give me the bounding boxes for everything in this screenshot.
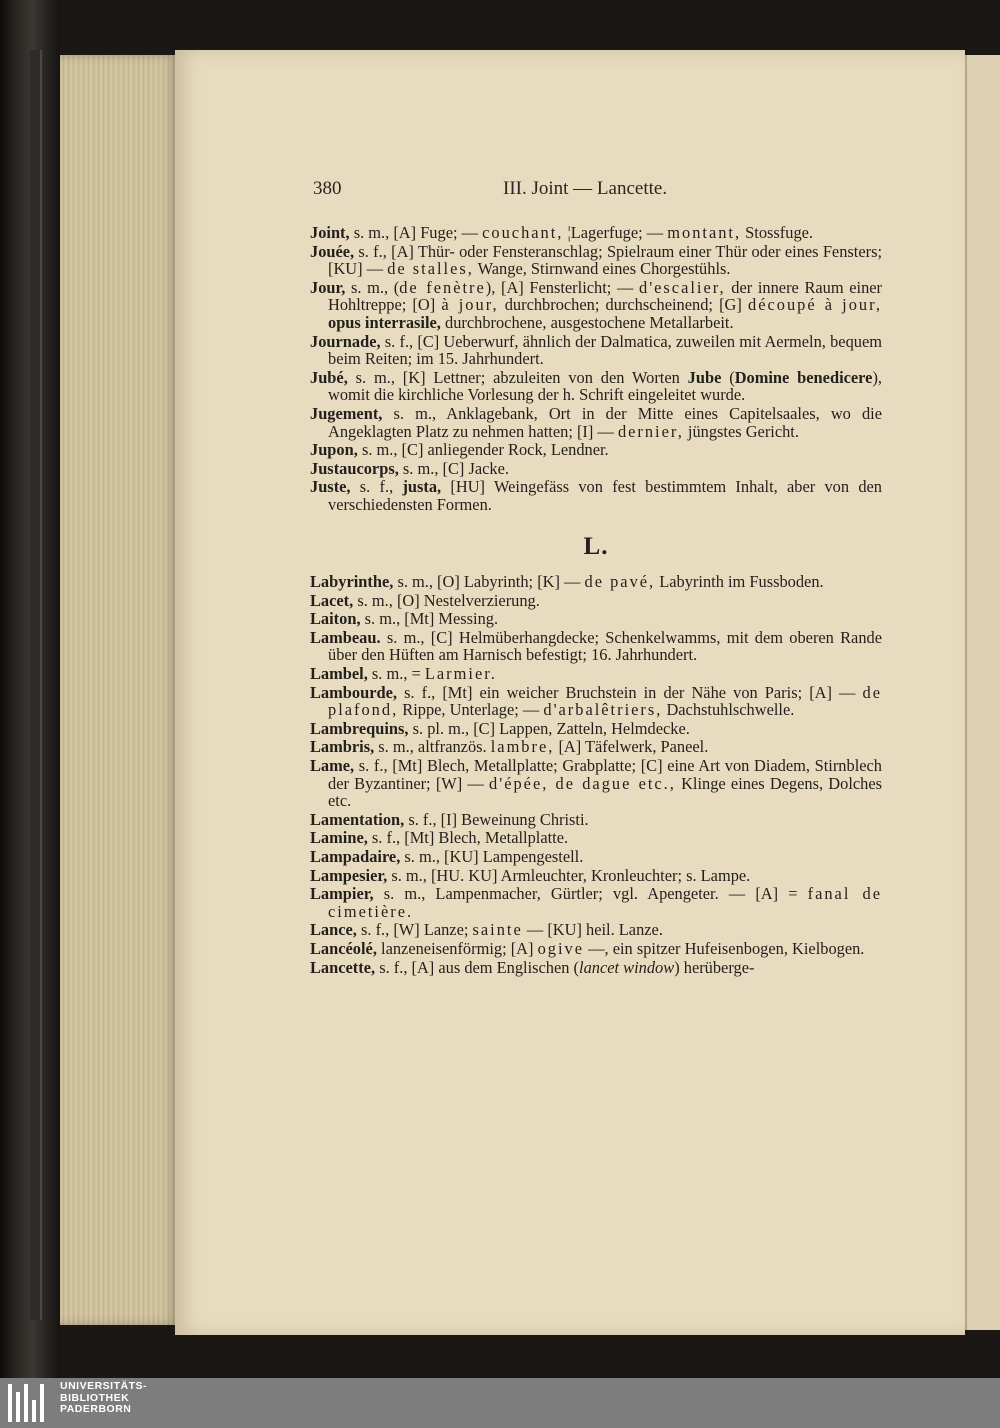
- entry-text: ) herüberge-: [674, 957, 755, 977]
- running-head: III. Joint — Lancette.: [503, 178, 668, 199]
- entry-text: Klinge eines Degens, Dolches etc.: [328, 773, 882, 811]
- entry-text: d'arbalêtriers,: [543, 700, 663, 720]
- entry-text: Domine benedicere: [734, 367, 873, 387]
- dictionary-entry: [310, 757, 882, 810]
- entry-text: d'épée, de dague etc.,: [489, 773, 676, 793]
- dictionary-entry: [310, 369, 882, 404]
- library-name-line1: UNIVERSITÄTS-: [60, 1380, 148, 1392]
- library-name: [60, 1381, 147, 1416]
- entry-text: lanzeneisenförmig; [A]: [376, 938, 538, 958]
- entry-text: s. m., altfranzös.: [374, 737, 491, 757]
- entry-text: de stalles,: [387, 259, 474, 279]
- dictionary-entry: [310, 959, 882, 977]
- entry-text: s. m., [O] Labyrinth; [K] —: [393, 572, 585, 592]
- entry-text: fanal de cimetière.: [328, 884, 882, 921]
- dictionary-entry: [310, 811, 882, 829]
- entry-text: Labyrinth im Fussboden.: [655, 572, 824, 592]
- dictionary-entry: [310, 333, 882, 368]
- entry-text: s. f., [W] Lanze;: [356, 920, 473, 940]
- facing-page-edge: [965, 55, 1000, 1330]
- entry-headword: Jour,: [310, 277, 346, 297]
- entry-headword: Lance,: [310, 920, 357, 940]
- entries-l: [310, 573, 882, 976]
- entry-text: s. m., [O] Nestelverzierung.: [353, 590, 540, 610]
- entry-headword: Lambris,: [310, 737, 375, 757]
- entry-text: s. m., =: [367, 664, 425, 684]
- entry-text: de plafond,: [328, 682, 882, 720]
- entry-text: jüngstes Gericht.: [683, 421, 799, 441]
- dictionary-entry: [310, 441, 882, 459]
- entry-headword: Lancette,: [310, 957, 376, 977]
- entry-headword: Joint,: [310, 223, 350, 242]
- entry-text: à jour,: [441, 295, 499, 315]
- entry-text: montant,: [667, 223, 742, 242]
- entry-text: Wange, Stirnwand eines Chorgestühls.: [473, 259, 731, 279]
- dictionary-entry: [310, 665, 882, 683]
- entry-headword: Lancéolé,: [310, 938, 377, 958]
- entry-text: lambre,: [490, 737, 555, 757]
- entry-headword: Lampier,: [310, 884, 374, 904]
- dictionary-entry: [310, 684, 882, 719]
- entry-text: [A] Täfelwerk, Paneel.: [554, 737, 709, 757]
- entry-text: Dachstuhlschwelle.: [662, 700, 795, 720]
- entry-text: s. pl. m., [C] Lappen, Zatteln, Helmdecke.: [408, 718, 690, 738]
- entry-headword: Justaucorps,: [310, 458, 399, 478]
- entry-text: Rippe, Unterlage; —: [398, 700, 544, 720]
- entry-text: s. m., [HU. KU] Armleuchter, Kronleuchter; s. Lampe.: [387, 865, 751, 885]
- entry-text: s. f., [A] aus dem Englischen (: [375, 957, 580, 977]
- entry-text: durchbrochene, ausgestochene Metallarbeit.: [440, 312, 734, 332]
- page-number: 380: [313, 178, 342, 199]
- entry-text: s. f., [A] Thür- oder Fensteranschlag; Spielraum einer Thür oder eines Fensters; [KU] —: [328, 241, 882, 279]
- entry-text: s. f., [Mt] Blech, Metallplatte; Grabplatte; [C] eine Art von Diadem, Stirnblech der Byzantiner; [W] —: [328, 756, 882, 793]
- entry-text: ), womit die kirchliche Vorlesung der h. Schrift eingeleitet wurde.: [328, 367, 882, 405]
- entry-text: (: [721, 367, 735, 387]
- dictionary-entry: [310, 279, 882, 332]
- entry-text: s. f., [I] Beweinung Christi.: [404, 809, 589, 829]
- entry-headword: Labyrinthe,: [310, 572, 394, 592]
- entry-text: justa,: [402, 477, 442, 497]
- entry-text: s. f., [Mt] Blech, Metallplatte.: [367, 828, 569, 848]
- entry-headword: Lampesier,: [310, 865, 388, 885]
- entry-text: ogive: [537, 938, 585, 958]
- entry-text: s. m., [C] anliegender Rock, Lendner.: [357, 440, 609, 460]
- entry-headword: Jupon,: [310, 440, 358, 460]
- entry-text: s. m., [Mt] Messing.: [360, 609, 499, 629]
- entry-text: s. m., Lampenmacher, Gürtler; vgl. Apengeter. — [A] =: [373, 884, 808, 904]
- entry-text: ¦Lagerfuge; —: [563, 223, 668, 242]
- dictionary-entry: [310, 592, 882, 610]
- entry-text: sainte: [472, 920, 523, 940]
- entry-text: s. m., (: [345, 277, 400, 297]
- dictionary-text: [310, 224, 882, 977]
- section-letter: L.: [583, 532, 609, 560]
- library-name-line3: PADERBORN: [60, 1403, 132, 1415]
- entry-text: der innere Raum einer Hohltreppe; [O]: [328, 277, 882, 315]
- entry-text: s. m., [C] Helmüberhangdecke; Schenkelwamms, mit dem oberen Rande über den Hüften am Harnisch befestigt; 16. Jahrhundert.: [328, 627, 882, 665]
- entry-text: couchant,: [482, 223, 564, 242]
- entry-headword: Lambourde,: [310, 682, 397, 702]
- entry-text: s. m., [K] Lettner; abzuleiten von den Worten: [347, 367, 688, 387]
- entry-text: —, ein spitzer Hufeisenbogen, Kielbogen.: [584, 938, 865, 958]
- dictionary-entry: [310, 629, 882, 664]
- entry-text: d'escalier,: [639, 277, 726, 297]
- dictionary-entry: [310, 224, 882, 242]
- library-name-line2: BIBLIOTHEK: [60, 1391, 130, 1404]
- dictionary-entry: [310, 610, 882, 628]
- dictionary-entry: [310, 573, 882, 591]
- book-spine-edge: [30, 50, 42, 1320]
- footer-bar: [0, 1378, 1000, 1428]
- dictionary-entry: [310, 921, 882, 939]
- entry-text: Larmier.: [424, 664, 497, 684]
- entry-text: s. m., [KU] Lampengestell.: [400, 847, 584, 866]
- entry-text: lancet window: [579, 957, 675, 977]
- entry-text: de fenètre: [399, 277, 486, 297]
- entry-headword: Journade,: [310, 331, 381, 351]
- entry-text: s. f.,: [350, 477, 403, 497]
- entries-j: [310, 224, 882, 514]
- entry-headword: Lamentation,: [310, 809, 405, 829]
- dictionary-entry: [310, 867, 882, 885]
- entry-headword: Lamine,: [310, 828, 368, 848]
- entry-headword: Lacet,: [310, 590, 354, 610]
- entry-text: s. m., [C] Jacke.: [398, 458, 509, 478]
- dictionary-entry: [310, 940, 882, 958]
- entry-headword: Lampadaire,: [310, 847, 401, 866]
- entry-text: Jube: [687, 367, 722, 387]
- entry-headword: Juste,: [310, 477, 351, 497]
- entry-text: dernier,: [617, 421, 684, 441]
- dictionary-entry: [310, 829, 882, 847]
- dictionary-entry: [310, 738, 882, 756]
- entry-headword: Laiton,: [310, 609, 361, 629]
- entry-headword: Jouée,: [310, 241, 355, 261]
- entry-text: de pavé,: [584, 572, 656, 592]
- dictionary-entry: [310, 885, 882, 920]
- library-logo-icon: [8, 1384, 52, 1422]
- entry-headword: Jugement,: [310, 403, 383, 423]
- entry-headword: Lambeau.: [310, 627, 381, 647]
- dictionary-entry: [310, 460, 882, 478]
- entry-text: — [KU] heil. Lanze.: [522, 920, 663, 940]
- entry-text: s. m., [A] Fuge; —: [349, 223, 483, 242]
- entry-text: ), [A] Fensterlicht; —: [485, 277, 639, 297]
- entry-text: Stossfuge.: [741, 223, 814, 242]
- entry-headword: Lambrequins,: [310, 718, 409, 738]
- dictionary-entry: [310, 478, 882, 513]
- entry-headword: Lambel,: [310, 664, 368, 684]
- dictionary-entry: [310, 405, 882, 440]
- entry-text: opus interrasile,: [328, 312, 441, 332]
- entry-text: [HU] Weingefäss von fest bestimmtem Inhalt, aber von den verschiedensten Formen.: [328, 477, 882, 514]
- entry-text: découpé à jour,: [748, 295, 883, 315]
- entry-text: s. f., [C] Ueberwurf, ähnlich der Dalmatica, zuweilen mit Aermeln, bequem beim Reiten; im 15. Jahrhundert.: [328, 331, 882, 369]
- dictionary-entry: [310, 243, 882, 278]
- entry-text: s. m., Anklagebank, Ort in der Mitte eines Capitelsaales, wo die Angeklagten Platz zu nehmen hatten; [I] —: [328, 403, 882, 441]
- entry-headword: Jubé,: [310, 367, 348, 387]
- dictionary-entry: [310, 848, 882, 866]
- dictionary-entry: [310, 720, 882, 738]
- entry-text: durchbrochen; durchscheinend; [G]: [498, 295, 748, 315]
- page-stack-edge: [60, 55, 178, 1325]
- entry-headword: Lame,: [310, 756, 355, 776]
- entry-text: s. f., [Mt] ein weicher Bruchstein in der Nähe von Paris; [A] —: [396, 682, 863, 702]
